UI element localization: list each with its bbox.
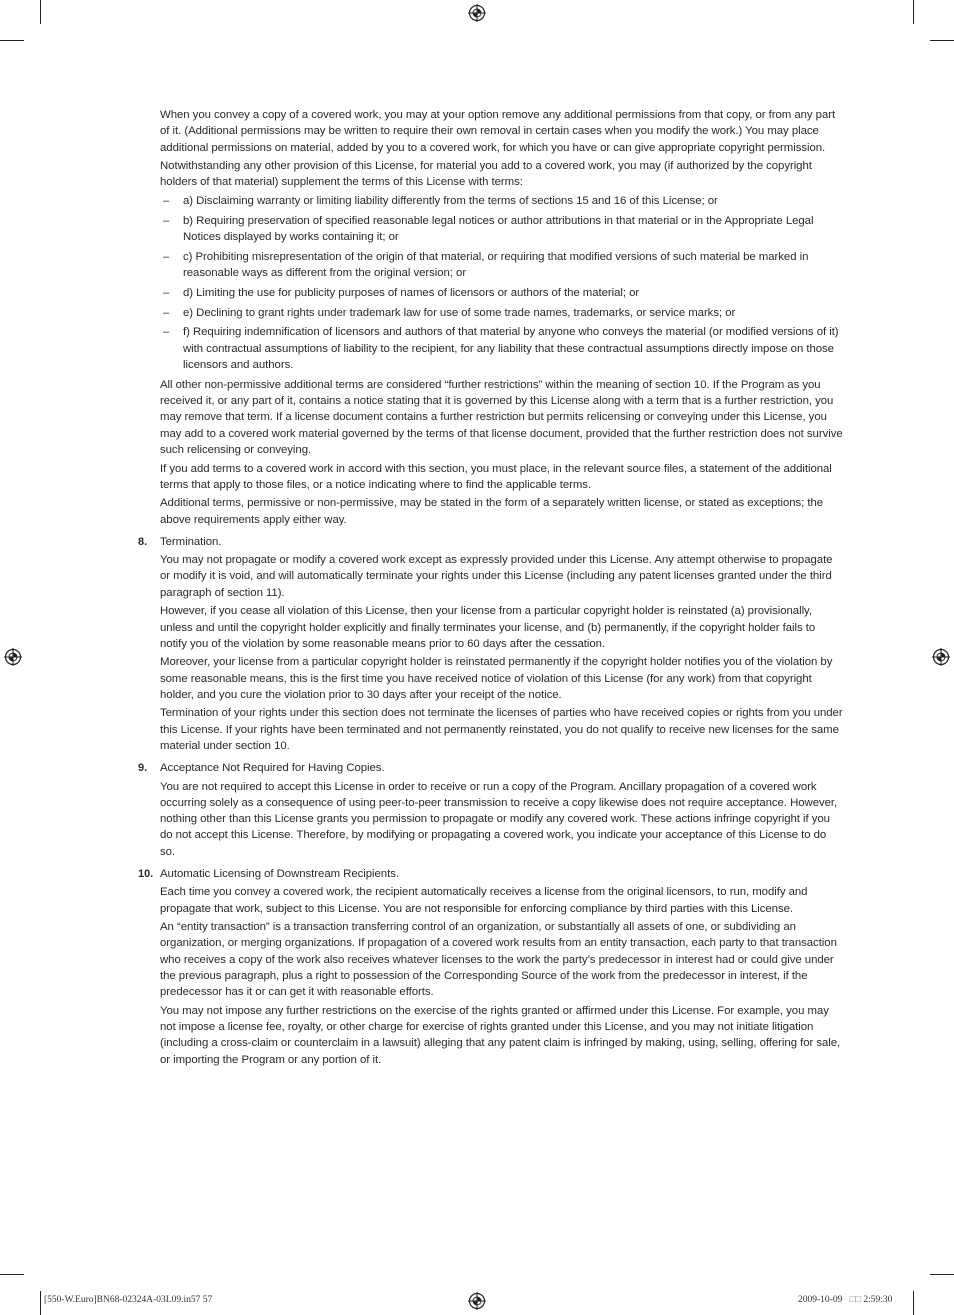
paragraph: All other non-permissive additional terms are considered “further restrictions” within the meaning of section 10. If the Program as you received it, or any part of it, contains a notice stating that it is governed by this License along with a term that is a further restriction, you may remove that term. If a license document contains a further restriction but permits relicensing or conveying under this License, you may add to a covered work material governed by the terms of that license document, provided that the further restriction does not survive such relicensing or conveying.: [160, 378, 843, 457]
dash-bullet: –: [163, 326, 170, 339]
list-item: [138, 193, 844, 209]
paragraph: Each time you convey a covered work, the recipient automatically receives a license from the original licensors, to run, modify and propagate that work, subject to this License. You are not responsible for enforcing compliance by third parties with this License.: [160, 886, 808, 915]
paragraph: Additional terms, permissive or non-permissive, may be stated in the form of a separately written license, or stated as exceptions; the above requirements apply either way.: [160, 497, 824, 526]
section-heading: [138, 534, 844, 550]
footer-date: 2009-10-09: [798, 1295, 843, 1305]
dash-bullet: –: [163, 214, 170, 227]
registration-mark-icon: [932, 648, 950, 666]
list-item: [138, 305, 844, 321]
section-heading: [138, 760, 844, 776]
list-item-text: b) Requiring preservation of specified reasonable legal notices or author attributions in that material or in the Appropriate Legal Notices displayed by works containing it; or: [183, 214, 814, 243]
paragraph: An “entity transaction” is a transaction transferring control of an organization, or substantially all assets of one, or subdividing an organization, or merging organizations. If propagation of a covered work results from an entity transaction, each party to that transaction who receives a copy of the work also receives whatever licenses to the work the party’s predecessor in interest had or could give under the previous paragraph, plus a right to possession of the Corresponding Source of the work from the predecessor in interest, if the predecessor has it or can get it with reasonable efforts.: [160, 921, 837, 999]
section-title: Acceptance Not Required for Having Copies.: [160, 762, 385, 775]
paragraph: You may not impose any further restrictions on the exercise of the rights granted or affirmed under this License. For example, you may not impose a license fee, royalty, or other charge for exercise of rights granted under this License, and you may not initiate litigation (including a cross-claim or counterclaim in a lawsuit) alleging that any patent claim is infringed by making, using, selling, offering for sale, or importing the Program or any portion of it.: [160, 1004, 841, 1066]
list-item: [138, 324, 844, 373]
crop-mark-top-left-h: [0, 40, 24, 41]
footer-time: 2:59:30: [863, 1295, 893, 1305]
crop-mark-top-left: [40, 0, 41, 24]
crop-mark-top-right: [913, 0, 914, 24]
registration-mark-icon: [468, 1292, 486, 1310]
registration-mark-icon: [468, 4, 486, 22]
list-item: [138, 213, 844, 246]
paragraph: Moreover, your license from a particular copyright holder is reinstated permanently if the copyright holder notifies you of the violation by some reasonable means, this is the first time you have received notice of violation of this License (for any work) from that copyright holder, and you cure the violation prior to 30 days after your receipt of the notice.: [160, 656, 833, 701]
additional-terms-list: [138, 193, 844, 373]
list-item-text: f) Requiring indemnification of licensors and authors of that material by anyone who conveys the material (or modified versions of it) with contractual assumptions of liability to the recipient, for any liability that these contractual assumptions directly impose on those licensors and authors.: [183, 326, 839, 372]
section-number: 9.: [138, 762, 148, 775]
crop-mark-bottom-left: [40, 1291, 41, 1315]
list-item-text: c) Prohibiting misrepresentation of the origin of that material, or requiring that modified versions of such material be marked in reasonable ways as different from the original version; or: [183, 250, 809, 280]
footer-timestamp: [798, 1295, 892, 1305]
footer-time-glyphs: □□: [849, 1295, 861, 1305]
registration-mark-icon: [4, 648, 22, 666]
section-number: 10.: [138, 868, 154, 881]
dash-bullet: –: [163, 250, 170, 263]
list-item: [138, 249, 844, 282]
paragraph: You may not propagate or modify a covered work except as expressly provided under this License. Any attempt otherwise to propagate or modify it is void, and will automatically terminate your rights under this License (including any patent licenses granted under the third paragraph of section 11).: [160, 554, 833, 599]
crop-mark-top-right-h: [930, 40, 954, 41]
list-item-text: e) Declining to grant rights under trademark law for use of some trade names, trademarks, or service marks; or: [183, 306, 736, 319]
section-heading: [138, 866, 844, 882]
paragraph: You are not required to accept this License in order to receive or run a copy of the Program. Ancillary propagation of a covered work occurring solely as a consequence of using peer-to-peer transmission to receive a copy likewise does not require acceptance. However, nothing other than this License grants you permission to propagate or modify any covered work. These actions infringe copyright if you do not accept this License. Therefore, by modifying or propagating a covered work, you indicate your acceptance of this License to do so.: [160, 780, 838, 858]
license-text-body: [138, 107, 844, 1070]
footer-file-label: [550-W.Euro]BN68-02324A-03L09.in57 57: [44, 1295, 213, 1305]
dash-bullet: –: [163, 194, 170, 207]
section-number: 8.: [138, 535, 148, 548]
section-termination: [138, 534, 844, 754]
list-item: [138, 285, 844, 301]
dash-bullet: –: [163, 306, 170, 319]
paragraph: However, if you cease all violation of this License, then your license from a particular copyright holder is reinstated (a) provisionally, unless and until the copyright holder explicitly and finally terminates your license, and (b) permanently, if the copyright holder fails to notify you of the violation by some reasonable means prior to 60 days after the cessation.: [160, 605, 816, 650]
dash-bullet: –: [163, 286, 170, 299]
paragraph: Termination of your rights under this section does not terminate the licenses of parties who have received copies or rights from you under this License. If your rights have been terminated and not permanently reinstated, you do not qualify to receive new licenses for the same material under section 10.: [160, 707, 843, 752]
list-item-text: a) Disclaiming warranty or limiting liability differently from the terms of sections 15 and 16 of this License; or: [183, 194, 718, 207]
section-title: Automatic Licensing of Downstream Recipients.: [160, 868, 399, 881]
crop-mark-bottom-right-h: [930, 1274, 954, 1275]
section-automatic-licensing: [138, 866, 844, 1068]
crop-mark-bottom-right: [913, 1291, 914, 1315]
section-title: Termination.: [160, 535, 222, 548]
section-acceptance: [138, 760, 844, 860]
paragraph: When you convey a copy of a covered work, you may at your option remove any additional permissions from that copy, or from any part of it. (Additional permissions may be written to require their own removal in certain cases when you modify the work.) You may place additional permissions on material, added by you to a covered work, for which you have or can give appropriate copyright permission.: [160, 109, 836, 154]
paragraph: Notwithstanding any other provision of this License, for material you add to a covered work, you may (if authorized by the copyright holders of that material) supplement the terms of this License with terms:: [160, 160, 812, 189]
paragraph: If you add terms to a covered work in accord with this section, you must place, in the relevant source files, a statement of the additional terms that apply to those files, or a notice indicating where to find the applicable terms.: [160, 462, 832, 491]
crop-mark-bottom-left-h: [0, 1274, 24, 1275]
list-item-text: d) Limiting the use for publicity purposes of names of licensors or authors of the material; or: [183, 286, 640, 299]
